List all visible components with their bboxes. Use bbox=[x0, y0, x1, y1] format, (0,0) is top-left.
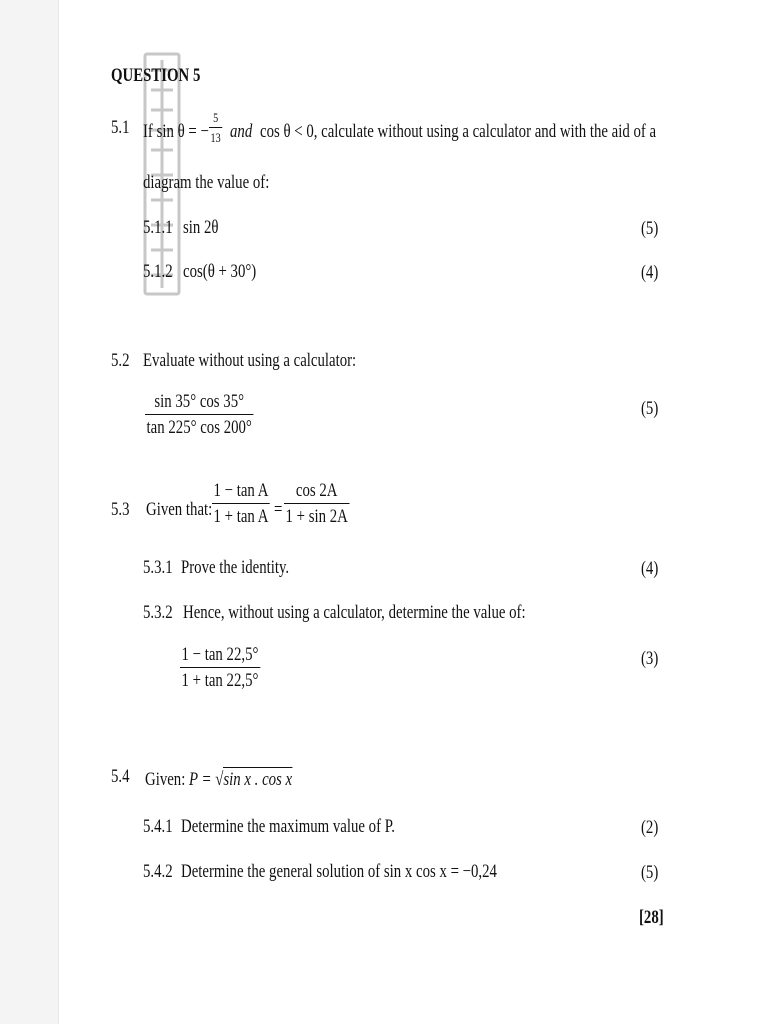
q53-rhs-num: cos 2A bbox=[295, 480, 338, 501]
q53-rhs-den: 1 + sin 2A bbox=[285, 506, 348, 527]
question-heading: QUESTION 5 bbox=[111, 65, 201, 86]
q512-marks: (4) bbox=[641, 262, 659, 283]
q53-equals: = bbox=[274, 499, 283, 520]
q52-text: Evaluate without using a calculator: bbox=[143, 350, 357, 371]
q51-fraction bbox=[209, 111, 222, 144]
q54-radicand: sin x . cos x bbox=[223, 769, 293, 790]
q53-lhs-den: 1 + tan A bbox=[213, 506, 269, 527]
q51-stem-and: and bbox=[230, 121, 253, 142]
q532-marks: (3) bbox=[641, 648, 659, 669]
q531-text: Prove the identity. bbox=[181, 557, 290, 578]
q531-marks: (4) bbox=[641, 558, 659, 579]
q532-text: Hence, without using a calculator, determine the value of: bbox=[183, 602, 526, 623]
q54-p-equation: P = √ bbox=[189, 769, 224, 790]
q52-marks: (5) bbox=[641, 398, 659, 419]
q52-frac-num: sin 35° cos 35° bbox=[154, 391, 245, 412]
q54-number: 5.4 bbox=[111, 766, 130, 787]
q51-number: 5.1 bbox=[111, 117, 130, 138]
q541-marks: (2) bbox=[641, 817, 659, 838]
q511-number: 5.1.1 bbox=[143, 217, 173, 238]
q53-number: 5.3 bbox=[111, 499, 130, 520]
q52-fraction bbox=[145, 392, 253, 437]
q542-text: Determine the general solution of sin x cos x = −0,24 bbox=[181, 861, 497, 882]
q53-rhs-fraction bbox=[284, 481, 349, 526]
q511-text: sin 2θ bbox=[183, 217, 219, 238]
q51-frac-den: 13 bbox=[210, 130, 221, 145]
q532-fraction bbox=[180, 645, 260, 690]
q53-lhs-num: 1 − tan A bbox=[213, 480, 269, 501]
q54-given-line bbox=[145, 770, 292, 789]
question-total: [28] bbox=[639, 907, 664, 928]
q53-given: Given that: bbox=[146, 499, 213, 520]
q541-text: Determine the maximum value of P. bbox=[181, 816, 396, 837]
q51-frac-num: 5 bbox=[213, 110, 219, 125]
q532-frac-den: 1 + tan 22,5° bbox=[181, 670, 259, 691]
q532-frac-num: 1 − tan 22,5° bbox=[181, 644, 259, 665]
q541-number: 5.4.1 bbox=[143, 816, 173, 837]
q542-number: 5.4.2 bbox=[143, 861, 173, 882]
q52-frac-den: tan 225° cos 200° bbox=[146, 417, 252, 438]
q51-stem-if: If sin θ = − bbox=[143, 121, 209, 142]
q54-given: Given: bbox=[145, 769, 186, 790]
q52-number: 5.2 bbox=[111, 350, 130, 371]
q51-stem-line2: diagram the value of: bbox=[143, 172, 270, 193]
q512-number: 5.1.2 bbox=[143, 261, 173, 282]
q51-stem-rest: cos θ < 0, calculate without using a calculator and with the aid of a bbox=[260, 121, 657, 142]
q542-marks: (5) bbox=[641, 862, 659, 883]
q532-number: 5.3.2 bbox=[143, 602, 173, 623]
q53-lhs-fraction bbox=[212, 481, 270, 526]
q511-marks: (5) bbox=[641, 218, 659, 239]
q531-number: 5.3.1 bbox=[143, 557, 173, 578]
q512-text: cos(θ + 30°) bbox=[183, 261, 257, 282]
